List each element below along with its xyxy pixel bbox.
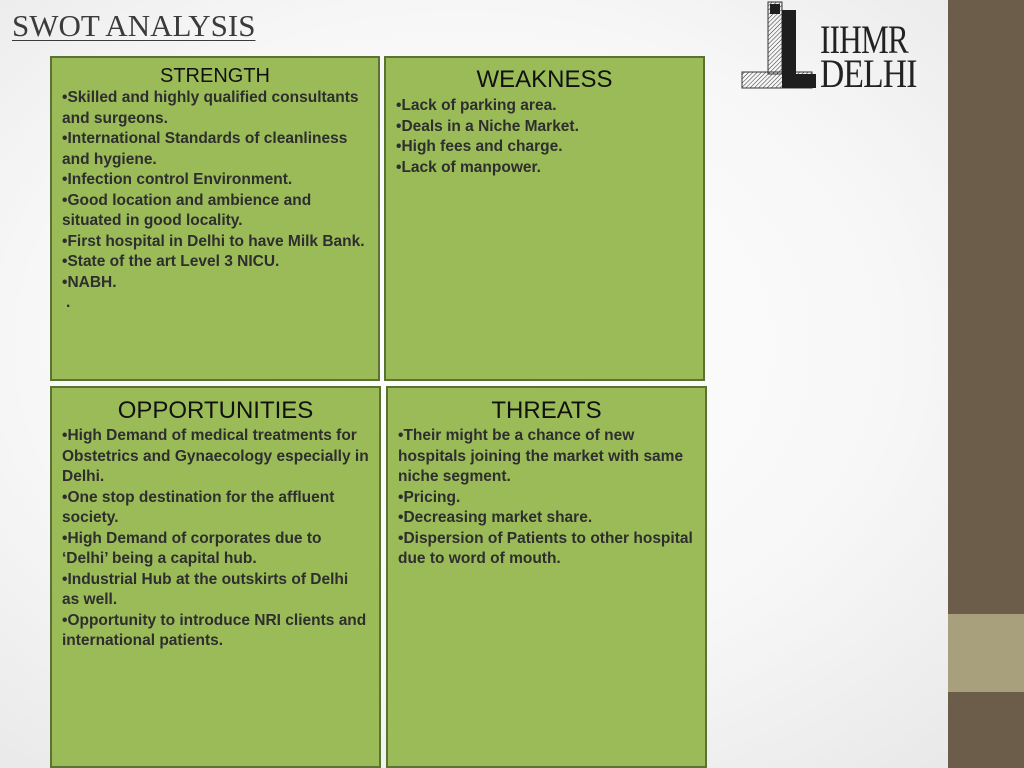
slide-title: SWOT ANALYSIS (12, 8, 256, 43)
list-item: •Their might be a chance of new hospitals joining the market with same niche segment. (398, 427, 684, 485)
weakness-list (396, 96, 693, 178)
strength-box (50, 56, 380, 381)
opportunities-list (62, 426, 369, 652)
weakness-heading: WEAKNESS (476, 66, 613, 93)
opportunities-box (50, 386, 381, 768)
opportunities-heading: OPPORTUNITIES (117, 397, 314, 424)
list-item: •Skilled and highly qualified consultants and surgeons. (62, 89, 359, 127)
list-item: •High fees and charge. (396, 138, 563, 155)
logo-text-iihmr: IIHMR (820, 17, 908, 62)
logo-text-delhi: DELHI (820, 51, 917, 96)
list-item: •Deals in a Niche Market. (396, 117, 579, 135)
list-item: •One stop destination for the affluent society. (62, 488, 335, 526)
list-item: •International Standards of cleanliness and hygiene. (62, 130, 348, 168)
strength-list (62, 88, 368, 293)
list-item: •State of the art Level 3 NICU. (62, 253, 280, 270)
list-item: •Good location and ambience and situated in good locality. (62, 191, 312, 229)
list-item: •Lack of parking area. (396, 97, 557, 114)
side-accent-block (948, 614, 1024, 692)
list-item: •Lack of manpower. (396, 158, 541, 176)
threats-box (386, 386, 707, 768)
list-item: •Decreasing market share. (398, 509, 593, 526)
list-item: •Dispersion of Patients to other hospital due to word of mouth. (398, 529, 693, 567)
strength-heading: STRENGTH (160, 65, 270, 87)
list-item: •First hospital in Delhi to have Milk Bank. (62, 232, 365, 250)
weakness-box (384, 56, 705, 381)
strength-trailing-dot: . (66, 294, 71, 311)
list-item: •Pricing. (398, 488, 461, 506)
list-item: •High Demand of medical treatments for Obstetrics and Gynaecology especially in Delhi. (62, 427, 369, 485)
threats-heading: THREATS (491, 397, 602, 424)
iihmr-delhi-logo (740, 0, 940, 96)
list-item: •Industrial Hub at the outskirts of Delhi as well. (62, 570, 349, 608)
list-item: •High Demand of corporates due to ‘Delhi’ being a capital hub. (62, 529, 322, 567)
list-item: •NABH. (62, 273, 117, 291)
threats-list (398, 426, 695, 570)
list-item: •Opportunity to introduce NRI clients and international patients. (62, 611, 367, 649)
list-item: •Infection control Environment. (62, 171, 293, 188)
